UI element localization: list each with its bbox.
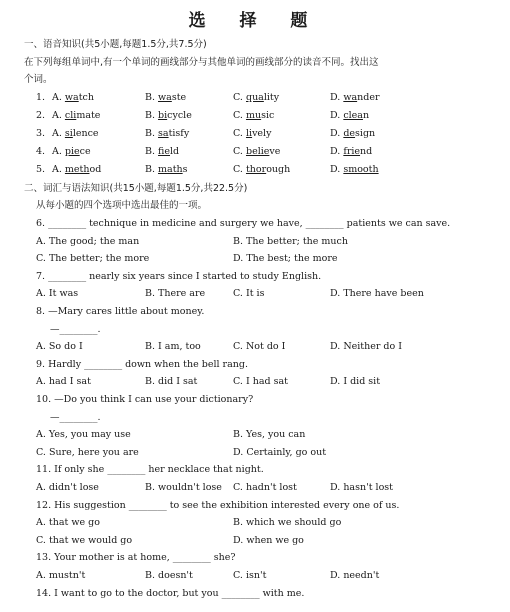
answer-option: B. wouldn't lose — [145, 482, 222, 493]
answer-option: B. did I sat — [145, 376, 198, 387]
answer-option: B. The better; the much — [233, 236, 348, 247]
underlined-part: mu — [245, 110, 262, 121]
question-number: 5. — [36, 164, 46, 175]
underlined-part: meth — [64, 164, 90, 175]
answer-option: A. It was — [36, 288, 79, 299]
question-text: 10. —Do you think I can use your dictionary? — [36, 394, 254, 405]
underlined-part: cli — [64, 110, 77, 121]
answer-option: C. The better; the more — [36, 253, 150, 264]
answer-option: D. There have been — [330, 288, 424, 299]
answer-option: A. The good; the man — [36, 236, 140, 247]
question-text: —________. — [50, 412, 101, 423]
answer-option: B. I am, too — [145, 341, 201, 352]
answer-option: A. piece — [52, 146, 91, 157]
answer-option: C. Sure, here you are — [36, 447, 139, 458]
underlined-part: smooth — [343, 164, 379, 175]
answer-option: C. I had sat — [233, 376, 288, 387]
answer-option: D. when we go — [233, 535, 304, 546]
section1-instruction-line1: 在下列每组单词中,有一个单词的画线部分与其他单词的画线部分的读音不同。找出这 — [24, 57, 379, 68]
answer-option: C. isn't — [233, 570, 267, 581]
question-text: 12. His suggestion ________ to see the exhibition interested every one of us. — [36, 500, 400, 511]
underlined-part: fie — [158, 146, 170, 157]
answer-option: B. maths — [145, 164, 188, 175]
underlined-part: wa — [158, 92, 172, 103]
question-text: 7. ________ nearly six years since I started to study English. — [36, 271, 322, 282]
answer-option: B. doesn't — [145, 570, 193, 581]
answer-option: A. So do I — [36, 341, 83, 352]
underlined-part: de — [343, 128, 356, 139]
question-text: 9. Hardly ________ down when the bell rang. — [36, 359, 248, 370]
answer-option: C. hadn't lost — [233, 482, 297, 493]
underlined-part: wa — [64, 92, 79, 103]
answer-option: C. lively — [233, 128, 272, 139]
question-text: 13. Your mother is at home, ________ she? — [36, 552, 236, 563]
section2-instruction: 从每小题的四个选项中选出最佳的一项。 — [36, 200, 208, 211]
question-text: 14. I want to go to the doctor, but you ________ with me. — [36, 588, 305, 599]
underlined-part: si — [64, 128, 73, 139]
answer-option: A. Yes, you may use — [36, 429, 131, 440]
answer-option: C. believe — [233, 146, 281, 157]
answer-option: C. quality — [233, 92, 280, 103]
section2-heading: 二、词汇与语法知识(共15小题,每题1.5分,共22.5分) — [24, 183, 248, 194]
underlined-part: math — [158, 164, 183, 175]
answer-option: C. that we would go — [36, 535, 133, 546]
answer-option: A. watch — [52, 92, 94, 103]
question-text: 6. ________ technique in medicine and surgery we have, ________ patients we can save. — [36, 218, 451, 229]
underlined-part: li — [245, 128, 253, 139]
section1-heading: 一、语音知识(共5小题,每题1.5分,共7.5分) — [24, 39, 207, 50]
answer-option: B. bicycle — [145, 110, 192, 121]
answer-option: D. I did sit — [330, 376, 381, 387]
answer-option: D. needn't — [330, 570, 380, 581]
underlined-part: bi — [158, 110, 168, 121]
answer-option: B. field — [145, 146, 180, 157]
question-text: 11. If only she ________ her necklace that night. — [36, 464, 264, 475]
answer-option: B. Yes, you can — [233, 429, 306, 440]
answer-option: B. There are — [145, 288, 206, 299]
section1-instruction-line2: 个词。 — [24, 74, 53, 85]
answer-option: D. smooth — [330, 164, 379, 175]
page-title: 选 择 题 — [188, 11, 322, 31]
question-number: 4. — [36, 146, 46, 157]
answer-option: D. hasn't lost — [330, 482, 393, 493]
answer-option: D. friend — [330, 146, 373, 157]
answer-option: A. silence — [52, 128, 99, 139]
answer-option: D. design — [330, 128, 376, 139]
question-number: 3. — [36, 128, 46, 139]
underlined-part: clea — [343, 110, 363, 121]
answer-option: A. that we go — [36, 517, 100, 528]
question-text: 8. —Mary cares little about money. — [36, 306, 205, 317]
question-text: —________. — [50, 324, 101, 335]
answer-option: D. Neither do I — [330, 341, 402, 352]
answer-option: C. thorough — [233, 164, 291, 175]
answer-option: C. music — [233, 110, 275, 121]
underlined-part: sa — [158, 128, 169, 139]
answer-option: A. climate — [52, 110, 101, 121]
answer-option: B. which we should go — [233, 517, 342, 528]
underlined-part: belie — [245, 146, 270, 157]
answer-option: B. satisfy — [145, 128, 190, 139]
question-number: 2. — [36, 110, 46, 121]
answer-option: C. Not do I — [233, 341, 286, 352]
underlined-part: qua — [245, 92, 264, 103]
underlined-part: pie — [64, 146, 80, 157]
answer-option: A. had I sat — [36, 376, 91, 387]
answer-option: D. clean — [330, 110, 370, 121]
underlined-part: wa — [343, 92, 358, 103]
answer-option: D. wander — [330, 92, 380, 103]
underlined-part: frie — [343, 146, 361, 157]
answer-option: A. mustn't — [36, 570, 86, 581]
answer-option: A. didn't lose — [36, 482, 99, 493]
answer-option: D. Certainly, go out — [233, 447, 327, 458]
answer-option: C. It is — [233, 288, 265, 299]
underlined-part: thor — [245, 164, 267, 175]
answer-option: B. waste — [145, 92, 187, 103]
answer-option: A. method — [52, 164, 102, 175]
question-number: 1. — [36, 92, 46, 103]
answer-option: D. The best; the more — [233, 253, 338, 264]
